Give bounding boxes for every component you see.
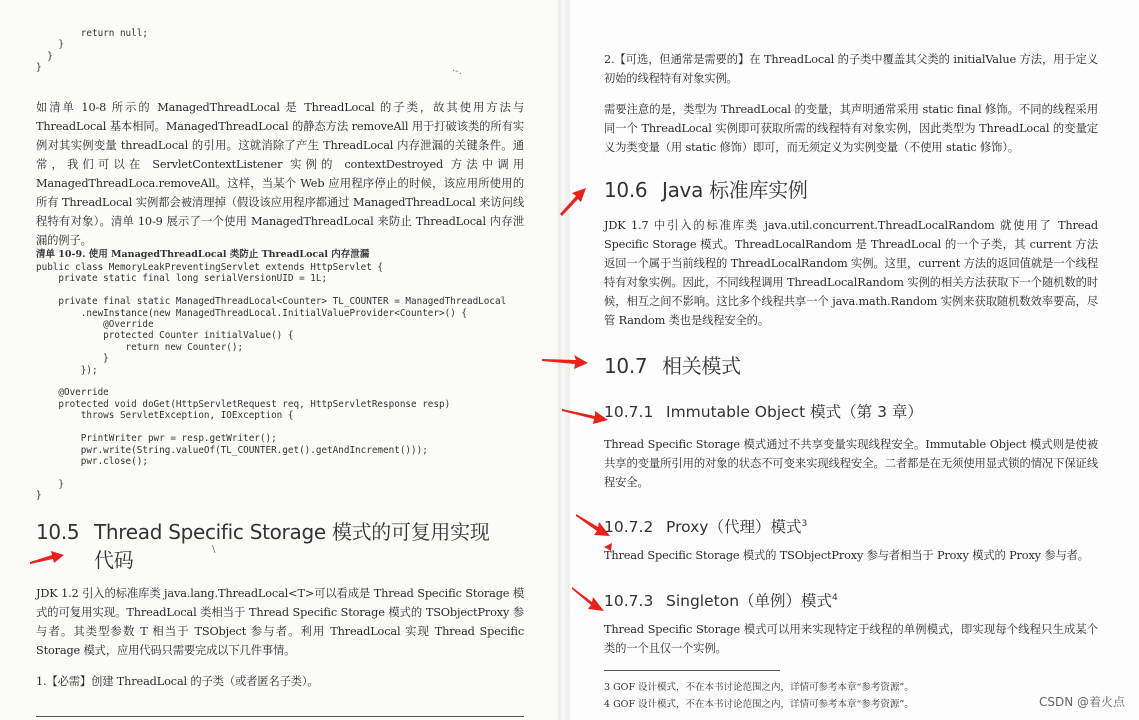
footnote-3: 3 GOF 设计模式，不在本书讨论范围之内，详情可参考本章“参考资源”。	[604, 682, 914, 693]
subsection-title: Proxy（代理）模式	[666, 518, 802, 537]
red-arrow-icon	[30, 551, 64, 565]
code-listing: public class MemoryLeakPreventingServlet extends HttpServlet { private static final long serialVersionUID = 1L; private final static ManagedThreadLocal<Counter> TL_COUNTER = ManagedThreadLocal .newInstance(new ManagedThreadLocal.InitialValueProvider<Counter>() { @Override protected Counter initialValue() { return new Counter(); } }); @Override protected void doGet(HttpServletRequest req, HttpServletResponse resp) throws ServletException, IOException { PrintWriter pwr = resp.getWriter(); pwr.write(String.valueOf(TL_COUNTER.get().getAndIncrement())); pwr.close(); } }	[36, 262, 507, 502]
list-item-1: 1.【必需】创建 ThreadLocal 的子类（或者匿名子类）。	[36, 675, 319, 688]
section-heading-10-5	[36, 518, 516, 574]
red-arrow-icon	[558, 186, 588, 216]
red-arrow-icon	[562, 406, 608, 426]
section-number: 10.7	[604, 354, 648, 378]
paragraph-proxy: Thread Specific Storage 模式的 TSObjectProxy 参与者相当于 Proxy 模式的 Proxy 参与者。	[604, 549, 1089, 562]
section-title: Java 标准库实例	[662, 178, 808, 202]
section-title: 相关模式	[662, 354, 741, 378]
footnote-4: 4 GOF 设计模式，不在本书讨论范围之内，详情可参考本章“参考资源”。	[604, 699, 914, 710]
paragraph-threadlocalrandom: JDK 1.7 中引入的标准库类 java.util.concurrent.ThreadLocalRandom 就使用了 Thread Specific Storage 模式。ThreadLocalRandom 是 ThreadLocal 的一个子类，其 current 方法返回一个属于当前线程的 ThreadLocalRandom 实例。这里，current 方法的返回值就是一个线程特有对象实例。因此，不同线程调用 ThreadLocalRandom 实例的相关方法获取下一个随机数的时候，相互之间不影响。这比多个线程共享一个 java.math.Random 实例来获取随机数效率要高，尽管 Random 类也是线程安全的。	[604, 219, 1098, 327]
scan-speck-2: \	[212, 544, 216, 555]
section-number: 10.6	[604, 178, 648, 202]
list-item-2: 2.【可选，但通常是需要的】在 ThreadLocal 的子类中覆盖其父类的 initialValue 方法，用于定义初始的线程特有对象实例。	[604, 53, 1098, 85]
paragraph-immutable-object: Thread Specific Storage 模式通过不共享变量实现线程安全。Immutable Object 模式则是使被共享的变量所引用的对象的状态不可变来实现线程安全。二者都是在无须使用显式锁的情况下保证线程安全。	[604, 438, 1098, 489]
subsection-heading-10-7-1	[604, 400, 923, 424]
paragraph-threadlocal-intro: JDK 1.2 引入的标准库类 java.lang.ThreadLocal<T>可以看成是 Thread Specific Storage 模式的可复用实现。ThreadLocal 类相当于 Thread Specific Storage 模式的 TSObjectProxy 参与者。其类型参数 T 相当于 TSObject 参与者。利用 ThreadLocal 实现 Thread Specific Storage 模式，应用代码只需要完成以下几件事情。	[36, 587, 524, 657]
csdn-watermark: CSDN @着火点	[1038, 695, 1125, 709]
subsection-heading-10-7-3	[604, 586, 838, 613]
red-arrow-icon	[572, 586, 604, 612]
section-title: Thread Specific Storage 模式的可复用实现代码	[94, 520, 490, 572]
listing-caption: 清单 10-9. 使用 ManagedThreadLocal 类防止 ThreadLocal 内存泄漏	[36, 249, 370, 260]
section-heading-10-7	[604, 352, 741, 380]
section-number: 10.5	[36, 520, 80, 544]
subsection-number: 10.7.3	[604, 592, 654, 611]
right-page	[570, 0, 1139, 720]
section-heading-10-6	[604, 176, 808, 204]
subsection-title: Singleton（单例）模式	[666, 592, 833, 611]
subsection-number: 10.7.1	[604, 403, 654, 421]
footnote-rule	[604, 670, 780, 671]
subsection-heading-10-7-2	[604, 512, 807, 539]
left-page	[0, 0, 558, 720]
red-arrow-icon	[602, 542, 612, 552]
scan-speck: ·-.	[452, 66, 462, 77]
red-arrow-icon	[576, 512, 610, 538]
subsection-title: Immutable Object 模式（第 3 章）	[666, 403, 923, 421]
footnote-marker: 4	[832, 593, 838, 603]
code-fragment-top: return null; } } }	[36, 28, 148, 74]
paragraph-managed-threadlocal: 如清单 10-8 所示的 ManagedThreadLocal 是 ThreadLocal 的子类，故其使用方法与 ThreadLocal 基本相同。ManagedThreadLocal 的静态方法 removeAll 用于打破该类的所有实例对其实例变量 threadLocal 的引用。这就消除了产生 ThreadLocal 内存泄漏的关键条件。通常，我们可以在 ServletContextListener 实例的 contextDestroyed 方法中调用 ManagedThreadLoca.removeAll。这样，当某个 Web 应用程序停止的时候，该应用所使用的所有 ThreadLocal 实例都会被清理掉（假设该应用程序都通过 ManagedThreadLocal 来访问线程特有对象）。清单 10-9 展示了一个使用 ManagedThreadLocal 来防止 ThreadLocal 内存泄漏的例子。	[36, 101, 524, 247]
page-bottom-rule	[36, 716, 524, 717]
paragraph-singleton: Thread Specific Storage 模式可以用来实现特定于线程的单例模式，即实现每个线程只生成某个类的一个且仅一个实例。	[604, 623, 1098, 655]
subsection-number: 10.7.2	[604, 518, 654, 537]
red-arrow-icon	[542, 354, 588, 370]
paragraph-static-final-note: 需要注意的是，类型为 ThreadLocal 的变量，其声明通常采用 static final 修饰。不同的线程采用同一个 ThreadLocal 实例即可获取所需的线程特有对象实例，因此类型为 ThreadLocal 的变量定义为类变量（用 static 修饰）即可，而无须定义为实例变量（不使用 static 修饰）。	[604, 103, 1098, 154]
footnote-marker: 3	[801, 519, 808, 529]
